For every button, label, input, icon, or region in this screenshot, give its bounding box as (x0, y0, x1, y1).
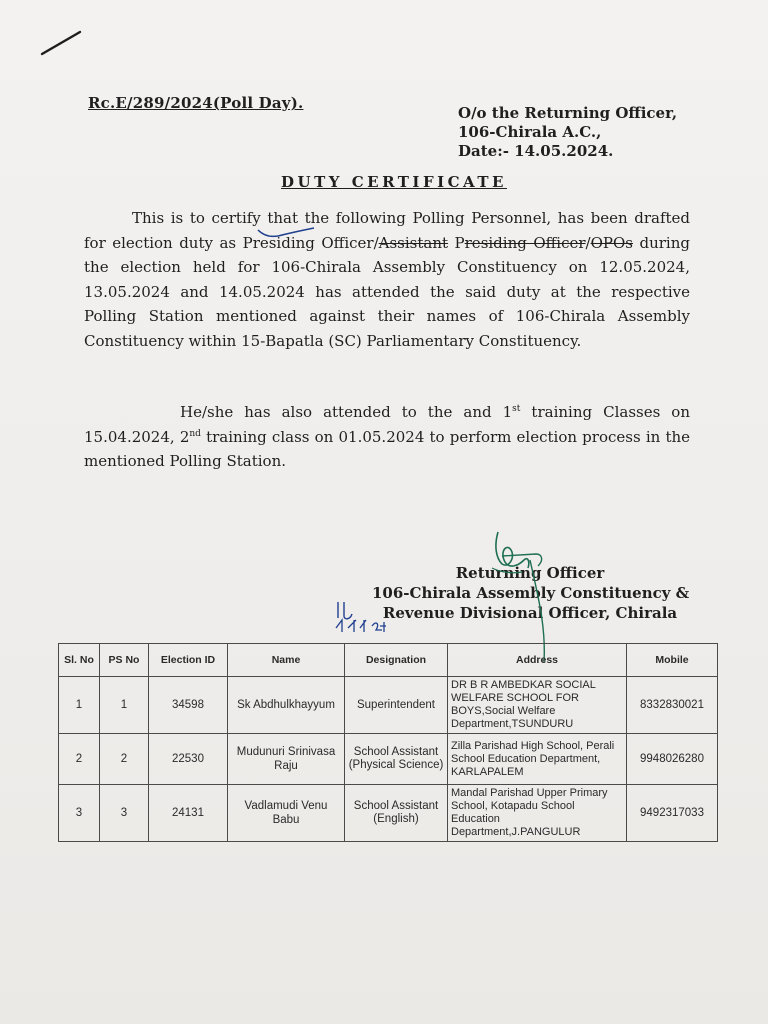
table-row (59, 677, 718, 734)
training-paragraph (84, 400, 690, 474)
cell-address: DR B R AMBEDKAR SOCIAL WELFARE SCHOOL FOR BOYS,Social Welfare Department,TSUNDURU (448, 677, 627, 734)
cell-mobile: 9948026280 (627, 734, 718, 785)
para1-text-c: / (585, 233, 591, 252)
certificate-date: Date:- 14.05.2024. (458, 142, 614, 160)
polling-personnel-table (58, 643, 718, 842)
cell-election-id: 22530 (149, 734, 228, 785)
cell-designation: School Assistant (English) (345, 785, 448, 842)
cell-mobile: 8332830021 (627, 677, 718, 734)
signatory-office: Revenue Divisional Officer, Chirala (382, 604, 678, 622)
cell-name: Vadlamudi Venu Babu (228, 785, 345, 842)
office-line-2: 106-Chirala A.C., (458, 123, 602, 141)
header-name: Name (228, 644, 345, 677)
header-ps-no: PS No (100, 644, 149, 677)
cell-designation: Superintendent (345, 677, 448, 734)
pen-stroke-icon (40, 28, 84, 56)
office-address-block (458, 104, 677, 161)
cell-election-id: 34598 (149, 677, 228, 734)
table-row (59, 734, 718, 785)
office-line-1: O/o the Returning Officer, (458, 104, 678, 122)
cell-ps-no: 2 (100, 734, 149, 785)
superscript-st: st (512, 404, 521, 414)
header-designation: Designation (345, 644, 448, 677)
para1-text-b: P (448, 233, 465, 252)
cell-ps-no: 3 (100, 785, 149, 842)
table-header-row (59, 644, 718, 677)
struck-text-assistant: Assistant (378, 233, 449, 252)
cell-name: Mudunuri Srinivasa Raju (228, 734, 345, 785)
cell-designation: School Assistant (Physical Science) (345, 734, 448, 785)
cell-sl-no: 1 (59, 677, 100, 734)
header-election-id: Election ID (149, 644, 228, 677)
para1-text-d: during the election held for 106-Chirala Assembly Constituency on 12.05.2024, 13.05.2024 and 14.05.2024 has attended the said duty at the respective Polling Station mentioned against their names of 106-Chirala Assembly Constituency within 15-Bapatla (SC) Parliamentary Constituency. (84, 233, 690, 350)
certificate-body-paragraph (84, 206, 690, 353)
cell-sl-no: 3 (59, 785, 100, 842)
header-address: Address (448, 644, 627, 677)
cell-mobile: 9492317033 (627, 785, 718, 842)
cell-election-id: 24131 (149, 785, 228, 842)
header-sl-no: Sl. No (59, 644, 100, 677)
cell-address: Mandal Parishad Upper Primary School, Kotapadu School Education Department,J.PANGULUR (448, 785, 627, 842)
para1-text-a: This is to certify that the following Polling Personnel, has been drafted for election duty as Presiding Officer/ (84, 209, 690, 252)
signatory-title: Returning Officer (455, 564, 605, 582)
para2-text-c: training class on 01.05.2024 to perform election process in the mentioned Polling Station. (84, 427, 691, 470)
cell-ps-no: 1 (100, 677, 149, 734)
cell-name: Sk Abdhulkhayyum (228, 677, 345, 734)
superscript-nd: nd (189, 428, 201, 439)
document-title: DUTY CERTIFICATE (281, 173, 507, 191)
handwritten-initials (332, 598, 396, 636)
para2-text-b: training Classes on 15.04.2024, 2 (84, 403, 691, 446)
header-mobile: Mobile (627, 644, 718, 677)
cell-address: Zilla Parishad High School, Perali School Education Department, KARLAPALEM (448, 734, 627, 785)
reference-number: Rc.E/289/2024(Poll Day). (88, 94, 304, 112)
struck-text-opos: OPOs (590, 233, 633, 252)
table-row (59, 785, 718, 842)
struck-text-presiding-officer: residing Officer (464, 233, 586, 252)
cell-sl-no: 2 (59, 734, 100, 785)
signatory-constituency: 106-Chirala Assembly Constituency & (372, 584, 690, 602)
para2-text-a: He/she has also attended to the and 1 (180, 403, 513, 421)
